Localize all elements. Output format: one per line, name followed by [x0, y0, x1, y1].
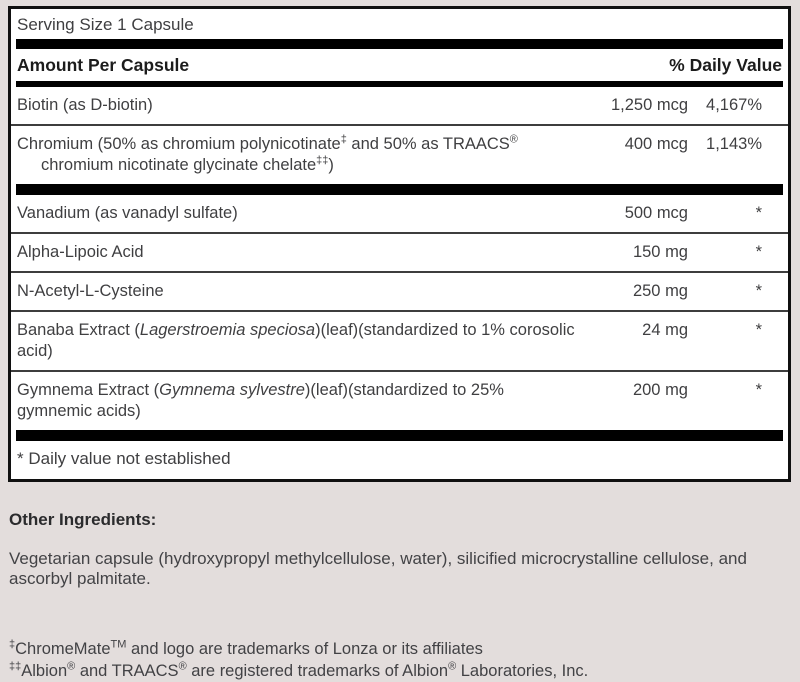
ingredient-daily-value: 4,167%: [706, 96, 762, 114]
ingredient-row-chromium: [11, 124, 788, 184]
separator-bar-bottom: [16, 430, 783, 441]
ingredient-name: Biotin (as D-biotin): [17, 96, 153, 114]
ingredient-row-alpha-lipoic-acid: [11, 232, 788, 271]
ingredient-name: N-Acetyl-L-Cysteine: [17, 282, 164, 300]
ingredient-amount: 500 mcg: [624, 204, 688, 222]
daily-value-note: * Daily value not established: [17, 449, 231, 468]
ingredient-daily-value: *: [755, 321, 762, 339]
other-ingredients-text: Vegetarian capsule (hydroxypropyl methylcellulose, water), silicified microcrystalline cellulose, and ascorbyl palmitate.: [9, 549, 747, 588]
other-ingredients-heading: Other Ingredients:: [9, 510, 157, 529]
table-header-row: [11, 49, 788, 81]
ingredient-name: Gymnema Extract (Gymnema sylvestre)(leaf)(standardized to 25% gymnemic acids): [17, 381, 504, 420]
trademark-note-albion: ‡‡Albion® and TRAACS® are registered trademarks of Albion® Laboratories, Inc.: [9, 660, 589, 680]
serving-size-text: Serving Size 1 Capsule: [17, 15, 194, 34]
ingredient-amount: 200 mg: [632, 381, 688, 399]
ingredient-amount: 150 mg: [632, 243, 688, 261]
ingredient-daily-value: *: [755, 282, 762, 300]
ingredient-name: Alpha-Lipoic Acid: [17, 243, 144, 261]
ingredient-name: Chromium (50% as chromium polynicotinate‡ and 50% as TRAACS® chromium nicotinate glycinate chelate‡‡): [17, 133, 518, 174]
ingredient-daily-value: *: [755, 243, 762, 261]
ingredient-row-n-acetyl-l-cysteine: [11, 271, 788, 310]
ingredient-amount: 250 mg: [632, 282, 688, 300]
ingredient-row-biotin: [11, 87, 788, 124]
ingredient-daily-value: 1,143%: [706, 135, 762, 153]
separator-bar-middle: [16, 184, 783, 195]
ingredient-amount: 24 mg: [642, 321, 688, 339]
ingredient-name: Banaba Extract (Lagerstroemia speciosa)(leaf)(standardized to 1% corosolic acid): [17, 321, 575, 360]
ingredient-row-vanadium: [11, 195, 788, 232]
ingredient-amount: 1,250 mcg: [610, 96, 688, 114]
ingredient-amount: 400 mcg: [624, 135, 688, 153]
trademark-note-chromemate: ‡ChromeMate™ and logo are trademarks of Lonza or its affiliates: [9, 638, 483, 658]
ingredient-name: Vanadium (as vanadyl sulfate): [17, 204, 238, 222]
supplement-facts-panel: [8, 6, 791, 482]
amount-per-capsule-header: Amount Per Capsule: [17, 55, 190, 75]
ingredient-row-banaba-extract: [11, 310, 788, 370]
separator-bar-top: [16, 39, 783, 49]
ingredient-row-gymnema-extract: [11, 370, 788, 430]
label-footer-section: [8, 510, 791, 682]
trademark-notes: [9, 638, 791, 682]
daily-value-header: % Daily Value: [669, 55, 782, 75]
ingredient-daily-value: *: [755, 381, 762, 399]
ingredient-daily-value: *: [755, 204, 762, 222]
